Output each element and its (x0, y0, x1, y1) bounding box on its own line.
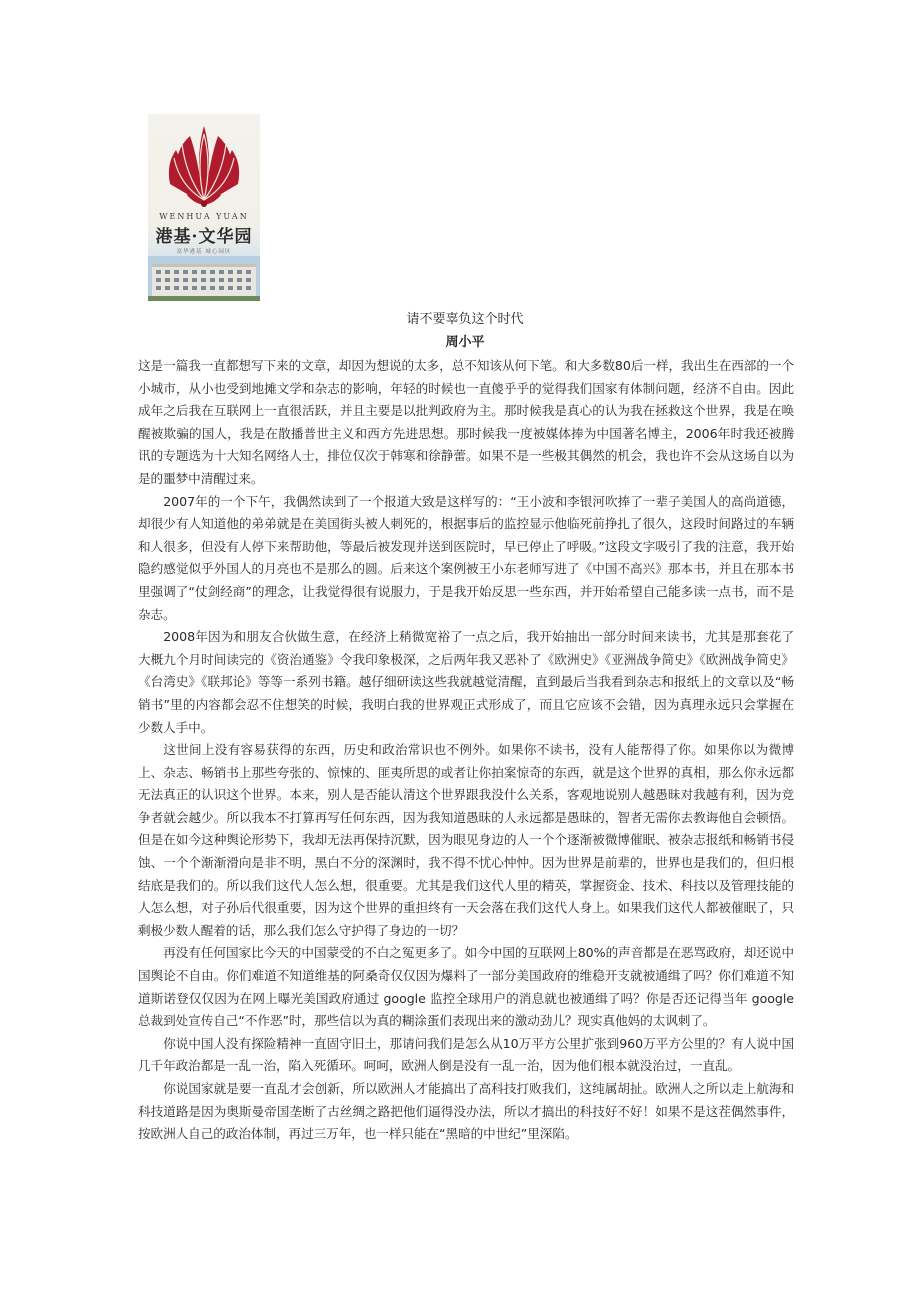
fan-emblem-icon (166, 120, 242, 212)
paragraph: 你说国家就是要一直乱才会创新，所以欧洲人才能搞出了高科技打败我们，这纯属胡扯。欧洲人之所以走上航海和科技道路是因为奥斯曼帝国垄断了古丝绸之路把他们逼得没办法，所以才搞出的科技好不好！如果不是这茬偶然事件，按欧洲人自己的政治体制，再过三万年，也一样只能在“黑暗的中世纪”里深陷。 (138, 1081, 794, 1142)
article-author: 周小平 (445, 335, 485, 350)
logo-slogan: 富华港基 城心园区 (176, 249, 232, 255)
wenhuayuan-logo-image (148, 114, 260, 301)
paragraph: 2007年的一个下午，我偶然读到了一个报道大致是这样写的：“王小波和李银河吹捧了一辈子美国人的高尚道德，却很少有人知道他的弟弟就是在美国街头被人刺死的，根据事后的监控显示他临死前挣扎了很久，这段时间路过的车辆和人很多，但没有人停下来帮助他，等最后被发现并送到医院时，早已停止了呼吸。”这段文字吸引了我的注意，我开始隐约感觉似乎外国人的月亮也不是那么的圆。后来这个案例被王小东老师写进了《中国不高兴》那本书，并且在那本书里强调了“仗剑经商”的理念，让我觉得很有说服力，于是我开始反思一些东西，并开始希望自己能多读一点书，而不是杂志。 (138, 493, 794, 622)
paragraph: 2008年因为和朋友合伙做生意，在经济上稍微宽裕了一点之后，我开始抽出一部分时间来读书，尤其是那套花了大概九个月时间读完的《资治通鉴》令我印象极深，之后两年我又恶补了《欧洲史》《亚洲战争简史》《欧洲战争简史》《台湾史》《联邦论》等等一系列书籍。越仔细研读这些我就越觉清醒，直到最后当我看到杂志和报纸上的文章以及“畅销书”里的内容都会忍不住想笑的时候，我明白我的世界观正式形成了，而且它应该不会错，因为真理永远只会掌握在少数人手中。 (138, 629, 794, 735)
logo-chinese-name: 港基·文华园 (155, 227, 253, 247)
logo-english-name: WENHUA YUAN (159, 212, 249, 221)
paragraph: 这世间上没有容易获得的东西，历史和政治常识也不例外。如果你不读书，没有人能帮得了你。如果你以为微博上、杂志、畅销书上那些夸张的、惊悚的、匪夷所思的或者让你拍案惊奇的东西，就是这个世界的真相，那么你永远都无法真正的认识这个世界。本来，别人是否能认清这个世界跟我没什么关系，客观地说别人越愚昧对我越有利，因为竞争者就会越少。所以我本不打算再写任何东西，因为我知道愚昧的人永远都是愚昧的，智者无需你去教诲他自会顿悟。但是在如今这种舆论形势下，我却无法再保持沉默，因为眼见身边的人一个个逐渐被微博催眠、被杂志报纸和畅销书侵蚀、一个个渐渐滑向是非不明，黑白不分的深渊时，我不得不忧心忡忡。因为世界是前辈的，世界也是我们的，但归根结底是我们的。所以我们这代人怎么想，很重要。尤其是我们这代人里的精英，掌握资金、技术、科技以及管理技能的人怎么想，对子孙后代很重要，因为这个世界的重担终有一天会落在我们这代人身上。如果我们这代人都被催眠了，只剩极少数人醒着的话，那么我们怎么守护得了身边的一切？ (138, 742, 794, 938)
article-body (138, 355, 794, 1146)
paragraph: 再没有任何国家比今天的中国蒙受的不白之冤更多了。如今中国的互联网上80%的声音都是在恶骂政府，却还说中国舆论不自由。你们难道不知道维基的阿桑奇仅仅因为爆料了一部分美国政府的维稳开支就被通缉了吗？你们难道不知道斯诺登仅仅因为在网上曝光美国政府通过 google 监控全球用户的消息就也被通缉了吗？你是否还记得当年 google 总裁到处宣传自己“不作恶”时，那些信以为真的糊涂蛋们表现出来的激动劲儿？现实真他妈的太讽刺了。 (138, 945, 794, 1029)
article-title: 请不要辜负这个时代 (406, 312, 524, 327)
building-illustration-icon (148, 256, 260, 301)
paragraph: 你说中国人没有探险精神一直固守旧土，那请问我们是怎么从10万平方公里扩张到960万平方公里的？有人说中国几千年政治都是一乱一治，陷入死循环。呵呵，欧洲人倒是没有一乱一治，因为他们根本就没治过，一直乱。 (138, 1035, 794, 1074)
paragraph: 这是一篇我一直都想写下来的文章，却因为想说的太多，总不知该从何下笔。和大多数80后一样，我出生在西部的一个小城市，从小也受到地摊文学和杂志的影响，年轻的时候也一直傻乎乎的觉得我们国家有体制问题，经济不自由。因此成年之后我在互联网上一直很活跃，并且主要是以批判政府为主。那时候我是真心的认为我在拯救这个世界，我是在唤醒被欺骗的国人，我是在散播普世主义和西方先进思想。那时候我一度被媒体捧为中国著名博主，2006年时我还被腾讯的专题选为十大知名网络人士，排位仅次于韩寒和徐静蕾。如果不是一些极其偶然的机会，我也许不会从这场自以为是的噩梦中清醒过来。 (138, 358, 794, 486)
